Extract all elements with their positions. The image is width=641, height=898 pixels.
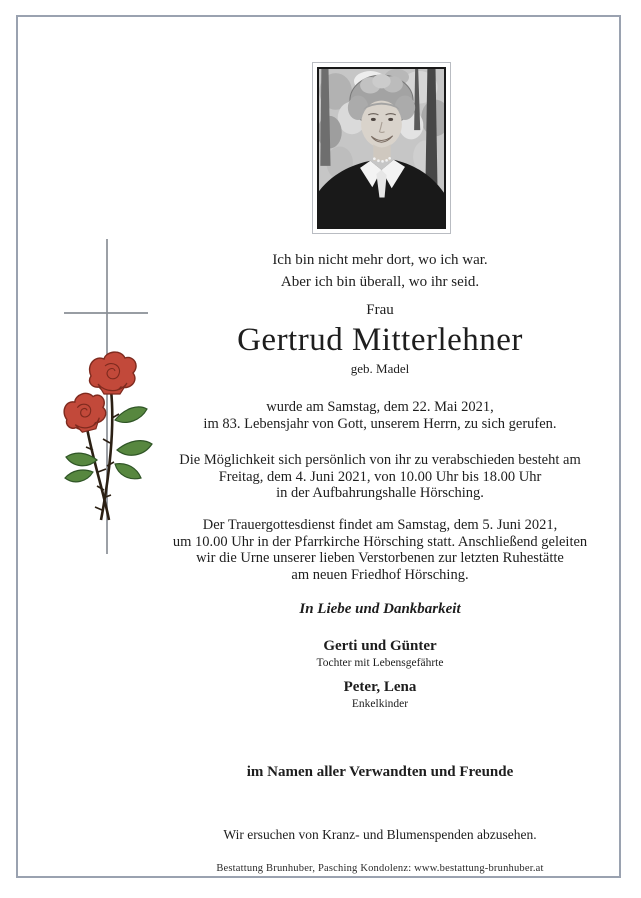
funeral-home-footer: Bestattung Brunhuber, Pasching Kondolenz: www.bestattung-brunhuber.at [216,863,544,874]
viewing-line-2: Freitag, dem 4. Juni 2021, von 10.00 Uhr bis 18.00 Uhr [218,468,542,485]
quote-line-1: Ich bin nicht mehr dort, wo ich war. [272,252,488,268]
mourner-relation-1: Tochter mit Lebensgefährte [316,657,444,669]
mourner-names-1: Gerti und Günter [323,638,437,654]
portrait-photo-graphic [319,69,444,227]
birth-name: geb. Madel [350,361,410,376]
service-line-3: wir die Urne unserer lieben Verstorbenen zur letzten Ruhestätte [196,550,564,566]
service-line-1: Der Trauergottesdienst findet am Samstag, dem 5. Juni 2021, [202,517,558,533]
portrait-photo [317,67,446,229]
death-notice [145,399,615,432]
service-line-2: um 10.00 Uhr in der Pfarrkirche Hörsching statt. Anschließend geleiten [172,533,588,550]
salutation: Frau [366,302,394,318]
viewing-line-3: in der Aufbahrungshalle Hörsching. [276,485,484,501]
quote-line-2: Aber ich bin überall, wo ihr seid. [280,273,480,290]
death-notice-line-1: wurde am Samstag, dem 22. Mai 2021, [266,399,494,415]
flowers-note: Wir ersuchen von Kranz- und Blumenspenden abzusehen. [223,827,537,842]
viewing-info [145,452,615,502]
memorial-quote [145,250,615,294]
funeral-service-info [145,517,615,583]
viewing-line-1: Die Möglichkeit sich persönlich von ihr zu verabschieden besteht am [179,452,581,468]
mourner-names-2: Peter, Lena [343,679,417,695]
family-note: im Namen aller Verwandten und Freunde [246,764,514,780]
service-line-4: am neuen Friedhof Hörsching. [291,566,469,583]
deceased-name: Gertrud Mitterlehner [237,322,523,358]
death-notice-line-2: im 83. Lebensjahr von Gott, unserem Herrn, zu sich gerufen. [203,415,557,432]
closing-phrase: In Liebe und Dankbarkeit [299,601,461,617]
portrait-photo-frame [312,62,451,234]
mourner-relation-2: Enkelkinder [351,698,409,710]
